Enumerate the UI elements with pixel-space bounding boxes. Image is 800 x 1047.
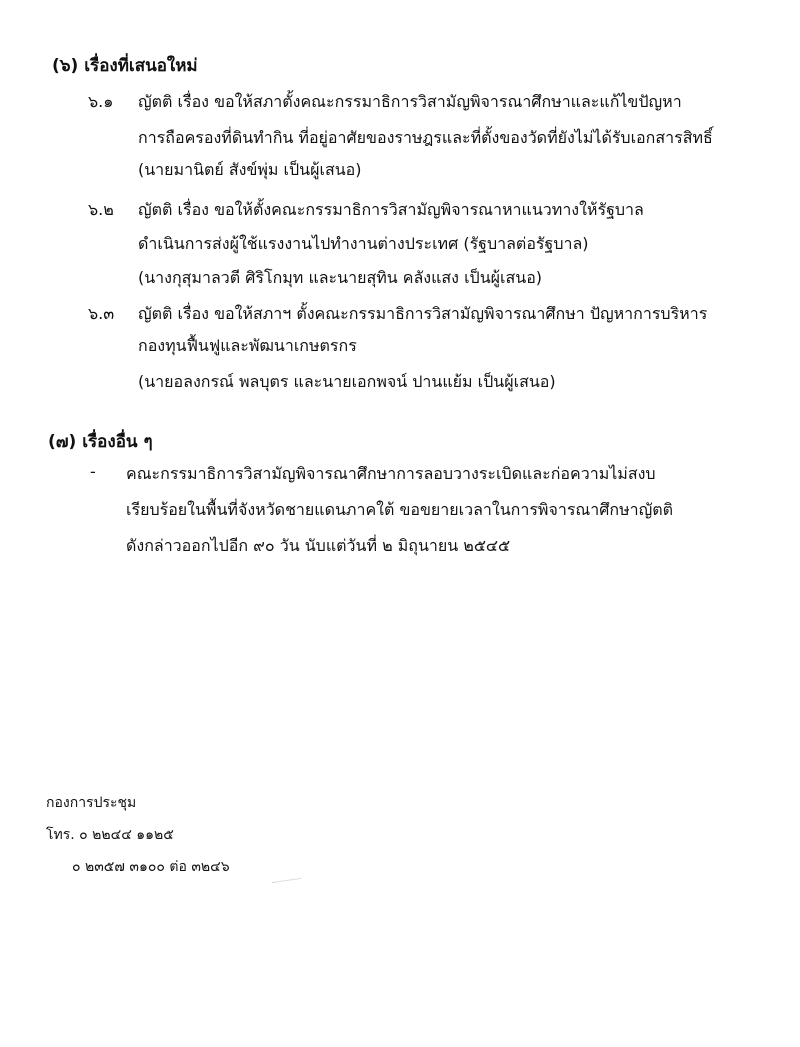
footer-telephone-1: โทร. ๐ ๒๒๔๔ ๑๑๒๕ <box>46 827 174 843</box>
section-7-heading: (๗) เรื่องอื่น ๆ <box>48 432 153 452</box>
item-6-3-number: ๖.๓ <box>88 304 115 323</box>
section-7-bullet: - <box>90 462 96 481</box>
item-6-2-number: ๖.๒ <box>88 200 114 219</box>
footer-department: กองการประชุม <box>46 795 137 811</box>
item-6-3-line-2: กองทุนฟื้นฟูและพัฒนาเกษตรกร <box>138 336 357 355</box>
scan-speck <box>272 870 301 883</box>
item-6-1-number: ๖.๑ <box>88 92 114 111</box>
section-7-line-2: เรียบร้อยในพื้นที่จังหวัดชายแดนภาคใต้ ขอขยายเวลาในการพิจารณาศึกษาญัตติ <box>126 500 674 519</box>
item-6-1-line-1: ญัตติ เรื่อง ขอให้สภาตั้งคณะกรรมาธิการวิสามัญพิจารณาศึกษาและแก้ไขปัญหา <box>138 92 682 111</box>
section-6-heading: (๖) เรื่องที่เสนอใหม่ <box>52 56 198 76</box>
item-6-3-line-1: ญัตติ เรื่อง ขอให้สภาฯ ตั้งคณะกรรมาธิการวิสามัญพิจารณาศึกษา ปัญหาการบริหาร <box>138 304 708 323</box>
item-6-3-proposer: (นายอลงกรณ์ พลบุตร และนายเอกพจน์ ปานแย้ม เป็นผู้เสนอ) <box>138 372 556 391</box>
item-6-1-proposer: (นายมานิตย์ สังข์พุ่ม เป็นผู้เสนอ) <box>138 160 362 179</box>
item-6-2-line-2: ดำเนินการส่งผู้ใช้แรงงานไปทำงานต่างประเทศ (รัฐบาลต่อรัฐบาล) <box>138 234 589 253</box>
footer-telephone-2: ๐ ๒๓๕๗ ๓๑๐๐ ต่อ ๓๒๔๖ <box>72 859 230 875</box>
section-7-line-3: ดังกล่าวออกไปอีก ๙๐ วัน นับแต่วันที่ ๒ มิถุนายน ๒๕๔๕ <box>126 536 511 555</box>
item-6-2-line-1: ญัตติ เรื่อง ขอให้ตั้งคณะกรรมาธิการวิสามัญพิจารณาหาแนวทางให้รัฐบาล <box>138 200 644 219</box>
item-6-2-proposer: (นางกุสุมาลวตี ศิริโกมุท และนายสุทิน คลังแสง เป็นผู้เสนอ) <box>138 268 543 287</box>
item-6-1-line-2: การถือครองที่ดินทำกิน ที่อยู่อาศัยของราษฎรและที่ตั้งของวัดที่ยังไม่ได้รับเอกสารสิทธิ์ <box>138 128 713 147</box>
section-7-line-1: คณะกรรมาธิการวิสามัญพิจารณาศึกษาการลอบวางระเบิดและก่อความไม่สงบ <box>126 464 656 483</box>
